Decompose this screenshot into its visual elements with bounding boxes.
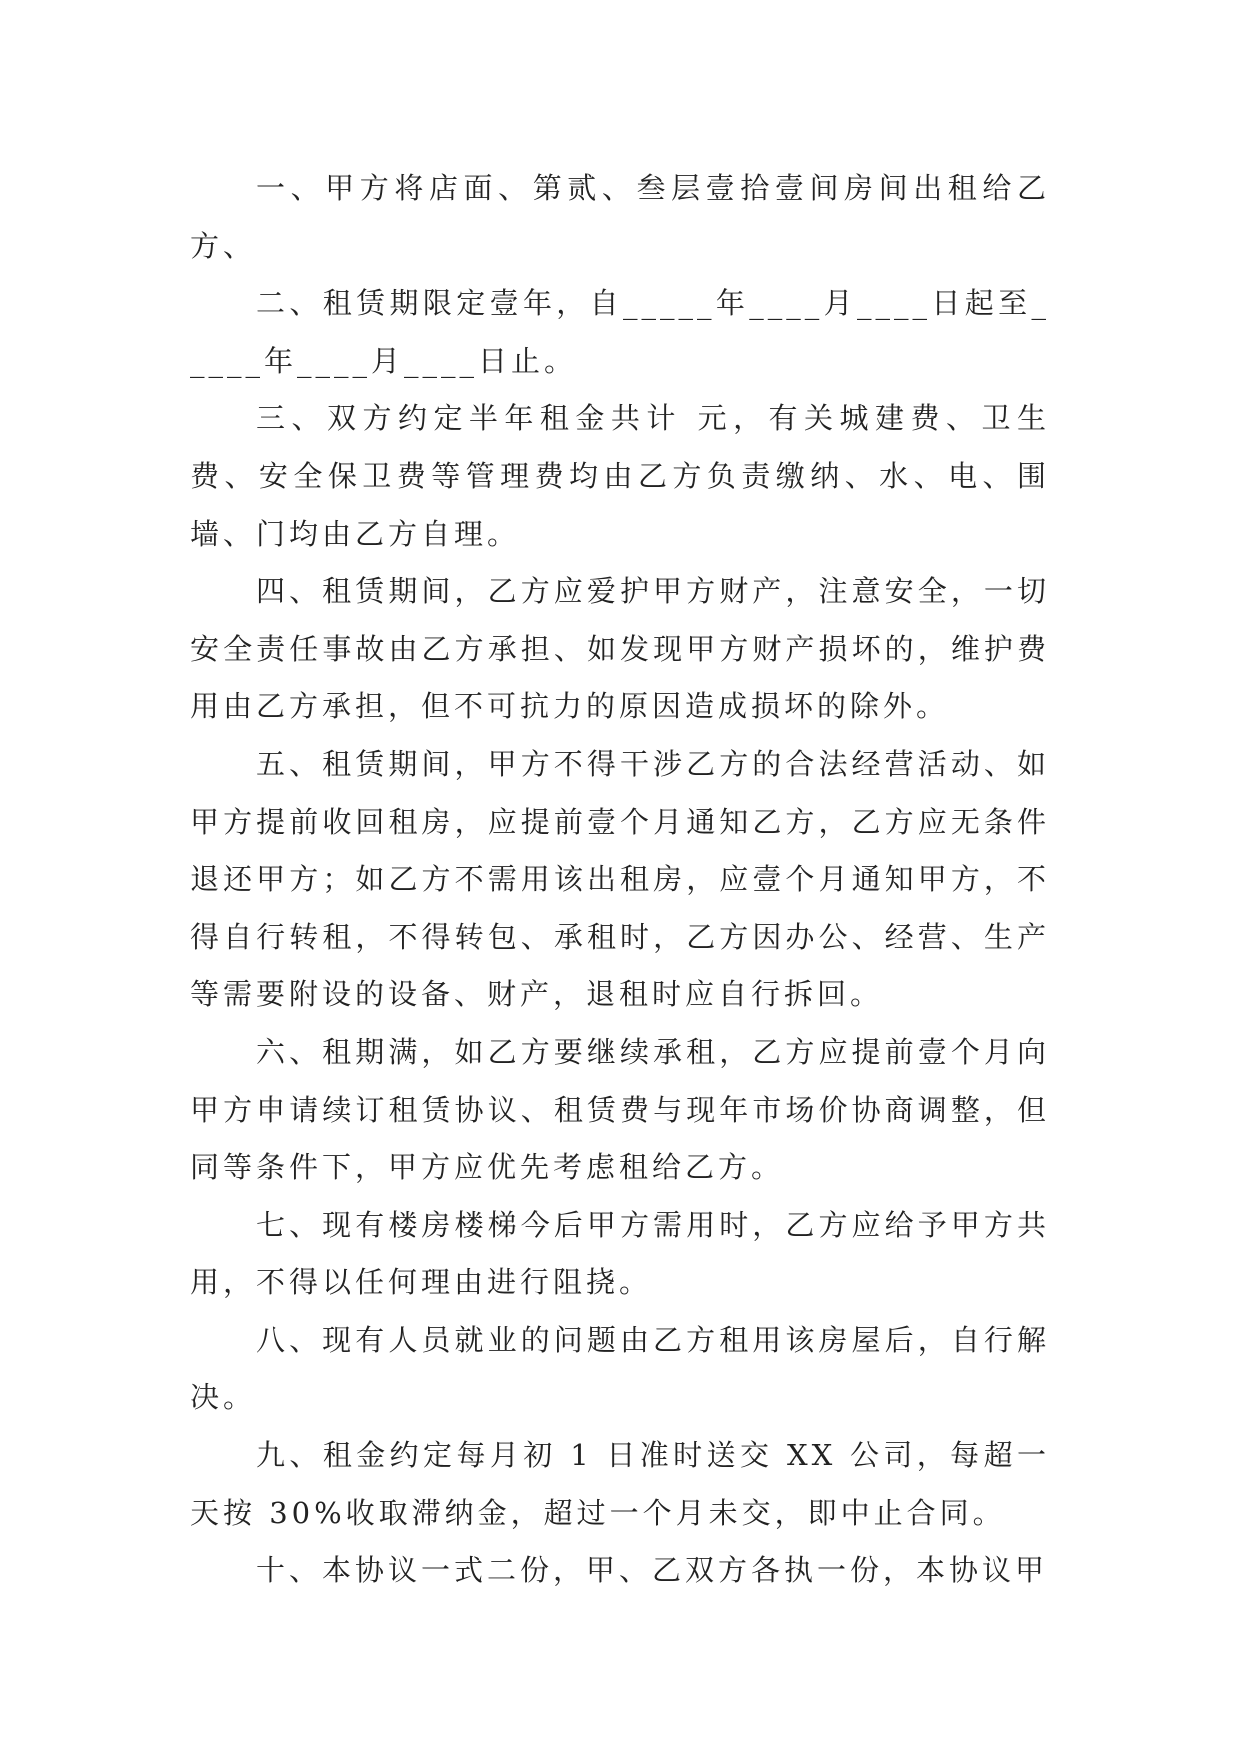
- clause-8: 八、现有人员就业的问题由乙方租用该房屋后，自行解决。: [190, 1322, 1050, 1415]
- clause-2: 二、租赁期限定壹年，自_____年____月____日起至_____年____月____日止。: [190, 286, 1050, 378]
- contract-body: [190, 160, 1050, 1600]
- clause-6: 六、租期满，如乙方要继续承租，乙方应提前壹个月向甲方申请续订租赁协议、租赁费与现年市场价协商调整，但同等条件下，甲方应优先考虑租给乙方。: [190, 1034, 1050, 1185]
- clause-3: 三、双方约定半年租金共计 元，有关城建费、卫生费、安全保卫费等管理费均由乙方负责缴纳、水、电、围墙、门均由乙方自理。: [190, 401, 1050, 551]
- clause-7: 七、现有楼房楼梯今后甲方需用时，乙方应给予甲方共用，不得以任何理由进行阻挠。: [190, 1207, 1050, 1300]
- clause-5: 五、租赁期间，甲方不得干涉乙方的合法经营活动、如甲方提前收回租房，应提前壹个月通知乙方，乙方应无条件退还甲方；如乙方不需用该出租房，应壹个月通知甲方，不得自行转租，不得转包、承租时，乙方因办公、经营、生产等需要附设的设备、财产，退租时应自行拆回。: [190, 746, 1050, 1012]
- clause-1: 一、甲方将店面、第贰、叁层壹拾壹间房间出租给乙方、: [190, 171, 1050, 263]
- clause-10: 十、本协议一式二份，甲、乙双方各执一份，本协议甲: [256, 1553, 1049, 1588]
- clause-9: 九、租金约定每月初 1 日准时送交 XX 公司，每超一天按 30%收取滞纳金，超过一个月未交，即中止合同。: [190, 1438, 1050, 1530]
- clause-4: 四、租赁期间，乙方应爱护甲方财产，注意安全，一切安全责任事故由乙方承担、如发现甲方财产损坏的，维护费用由乙方承担，但不可抗力的原因造成损坏的除外。: [190, 574, 1050, 724]
